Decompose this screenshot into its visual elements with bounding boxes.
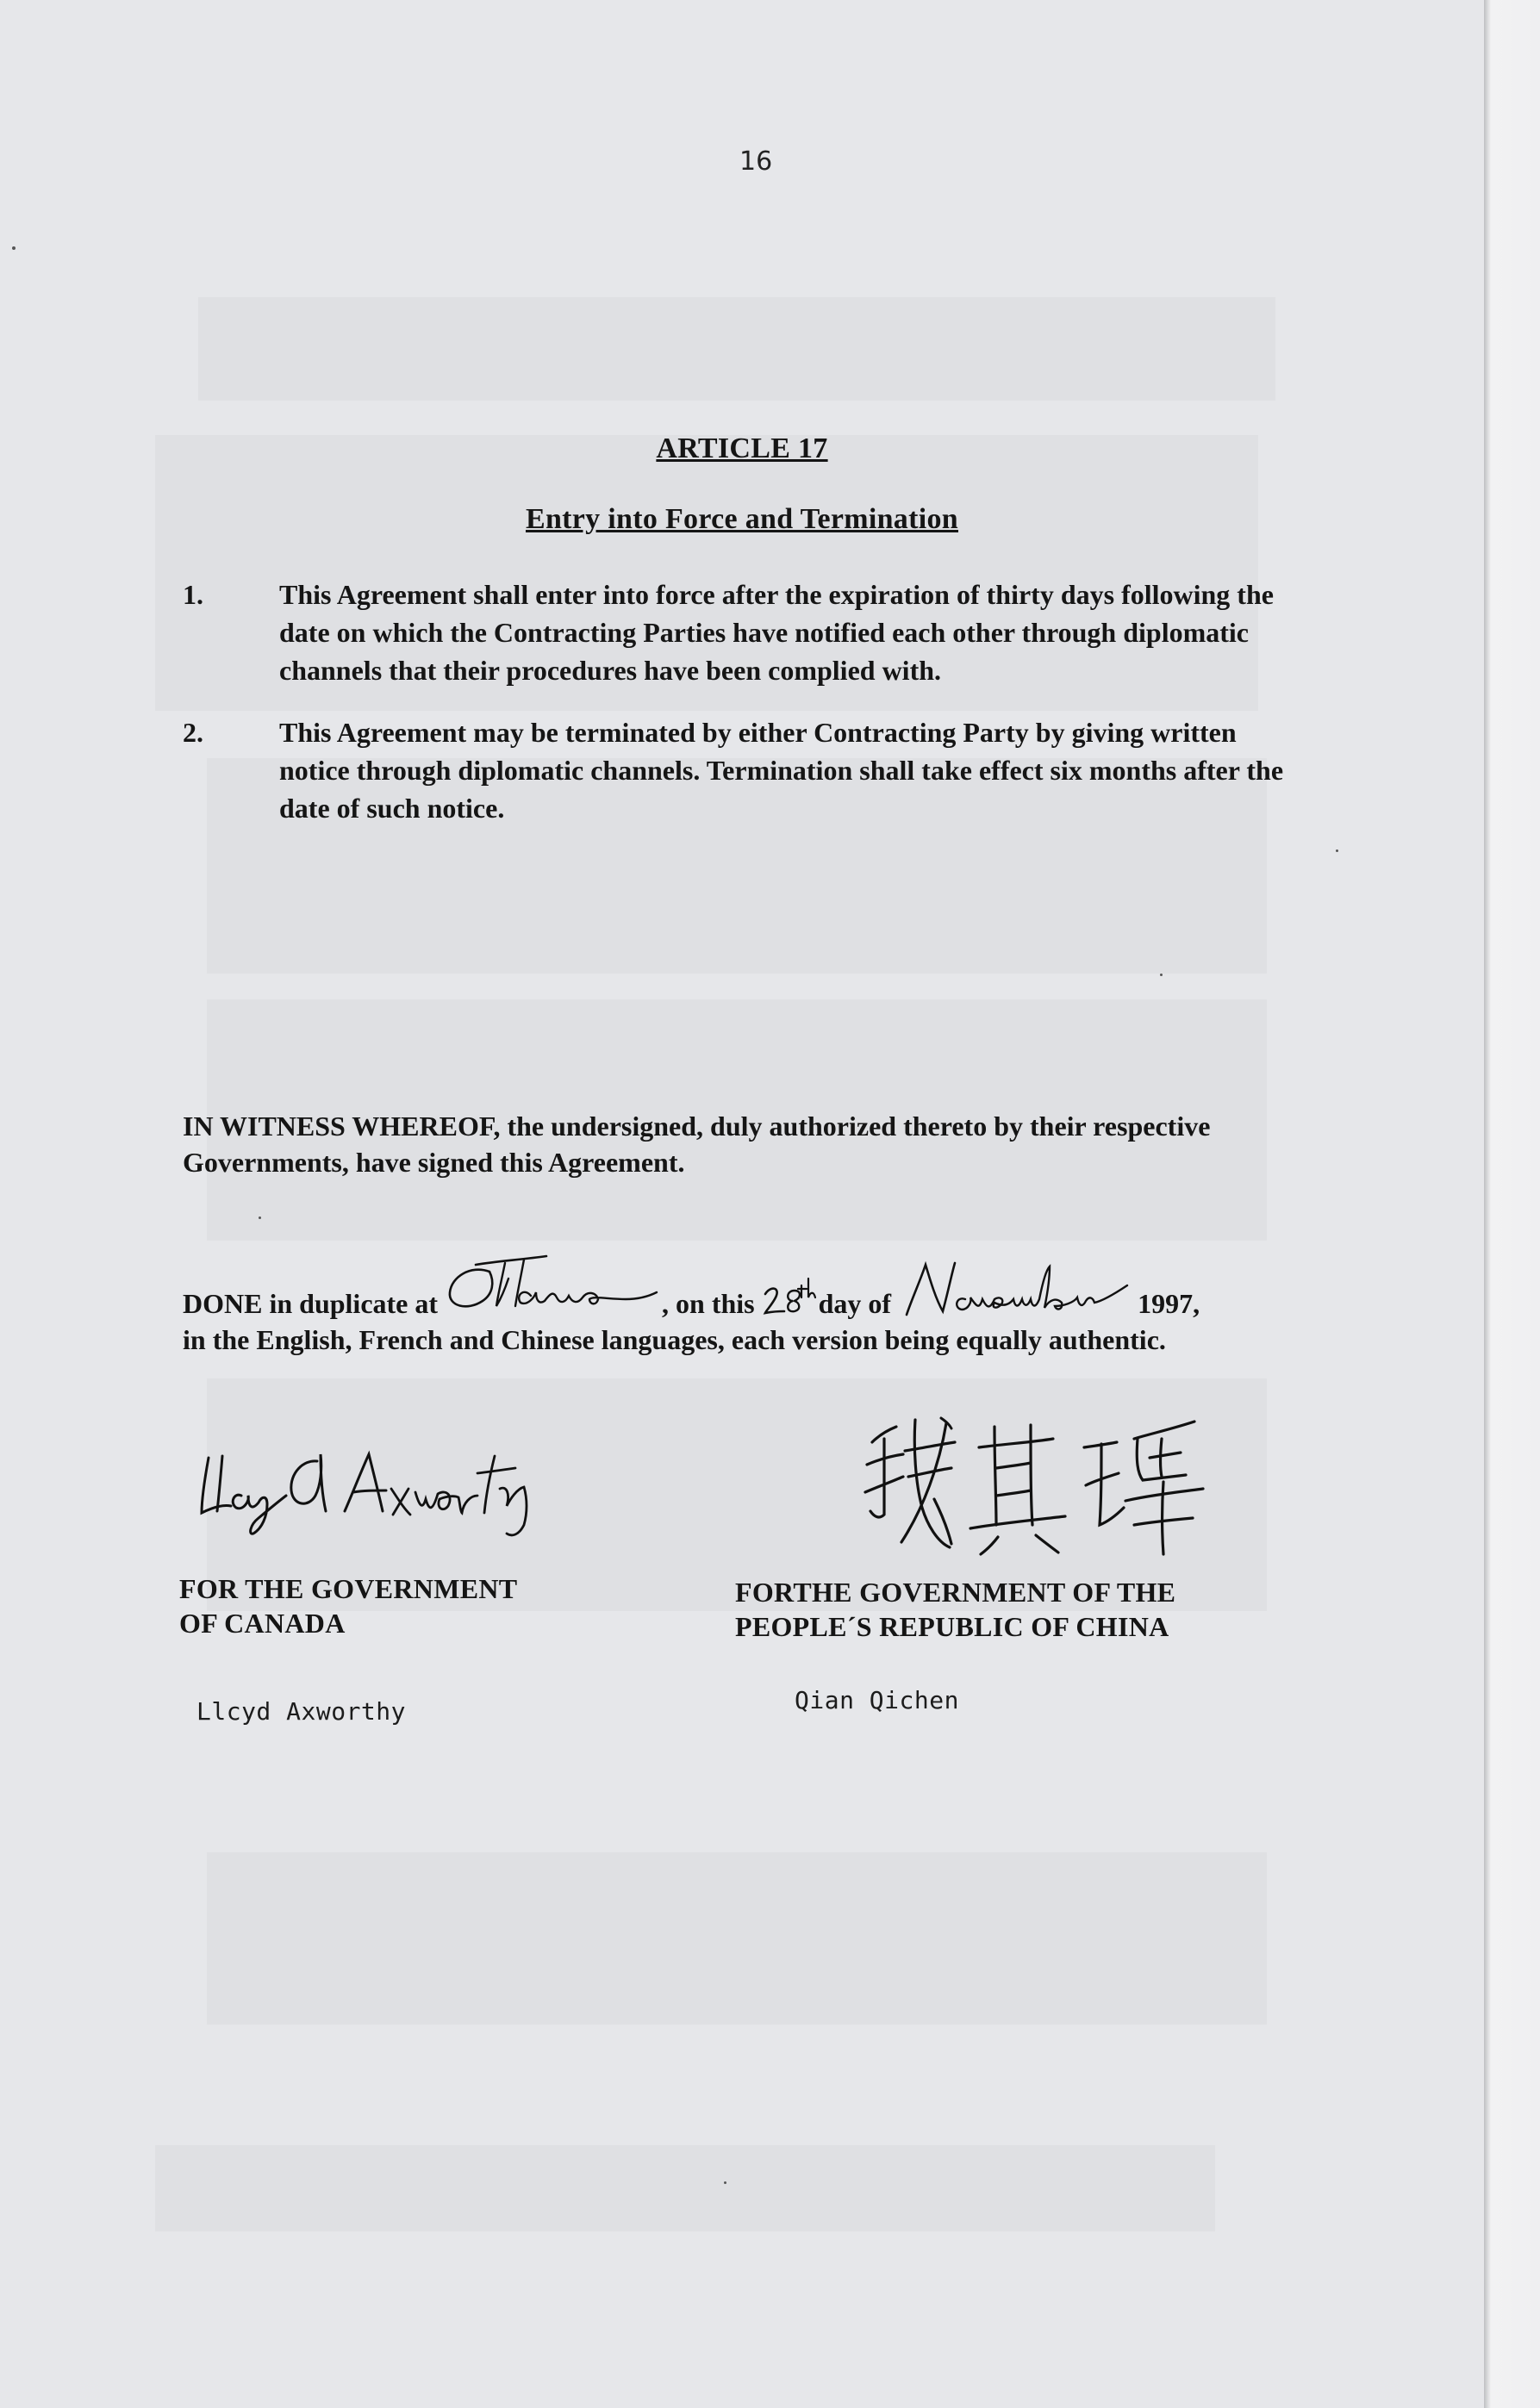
clause-text: This Agreement may be terminated by either Contracting Party by giving written notice through diplomatic channels. Termination shall take effect six months after the date of such notice. [279, 717, 1284, 824]
done-clause [183, 1284, 1320, 1360]
scan-speck [1336, 849, 1338, 852]
handwritten-place [445, 1284, 662, 1323]
clause-number: 1. [183, 579, 203, 610]
signature-canada [196, 1439, 558, 1542]
china-signer-name: Qian Qichen [795, 1686, 959, 1714]
handwritten-month-svg [898, 1258, 1131, 1322]
done-line-1 [183, 1284, 1320, 1323]
done-year: 1997, [1131, 1288, 1200, 1319]
done-text-part1: in duplicate at [262, 1288, 446, 1319]
witness-text: the undersigned, duly authorized thereto by their respective Governments, have signed this Agreement. [183, 1111, 1211, 1178]
witness-clause [183, 1108, 1303, 1180]
done-lead: DONE [183, 1288, 263, 1319]
canada-government-line-2: OF CANADA [179, 1608, 346, 1639]
page-edge [1484, 0, 1540, 2408]
done-text-part2: , on this [662, 1288, 762, 1319]
handwritten-month [898, 1284, 1131, 1323]
china-government-label [735, 1575, 1175, 1644]
scan-speck [724, 2181, 726, 2184]
china-government-line-2: PEOPLE´S REPUBLIC OF CHINA [735, 1611, 1169, 1642]
scan-speck [259, 1216, 261, 1219]
scan-speck [12, 246, 16, 250]
handwritten-day-svg [762, 1268, 819, 1320]
canada-signer-name: Llcyd Axworthy [196, 1697, 407, 1726]
bleed-through-shade [155, 2145, 1215, 2231]
done-text-part3: day of [818, 1288, 899, 1319]
article-title: ARTICLE 17 [656, 432, 828, 464]
signature-china [853, 1413, 1215, 1559]
bleed-through-shade [198, 297, 1275, 401]
done-line-2: in the English, French and Chinese languages, each version being equally authentic. [183, 1324, 1166, 1355]
witness-lead: IN WITNESS WHEREOF, [183, 1111, 501, 1142]
page-number: 16 [739, 146, 773, 177]
bleed-through-shade [207, 1852, 1267, 2025]
handwritten-place-svg [445, 1253, 662, 1322]
china-government-line-1: FORTHE GOVERNMENT OF THE [735, 1577, 1176, 1608]
clause-number: 2. [183, 717, 203, 748]
scan-speck [1160, 974, 1163, 976]
handwritten-day [762, 1284, 819, 1323]
canada-government-line-1: FOR THE GOVERNMENT [179, 1573, 518, 1604]
canada-government-label [179, 1571, 517, 1640]
clause-text: This Agreement shall enter into force after the expiration of thirty days following the date on which the Contracting Parties have notified each other through diplomatic channels that their procedures have been complied with. [279, 579, 1274, 686]
article-subtitle: Entry into Force and Termination [525, 503, 958, 535]
